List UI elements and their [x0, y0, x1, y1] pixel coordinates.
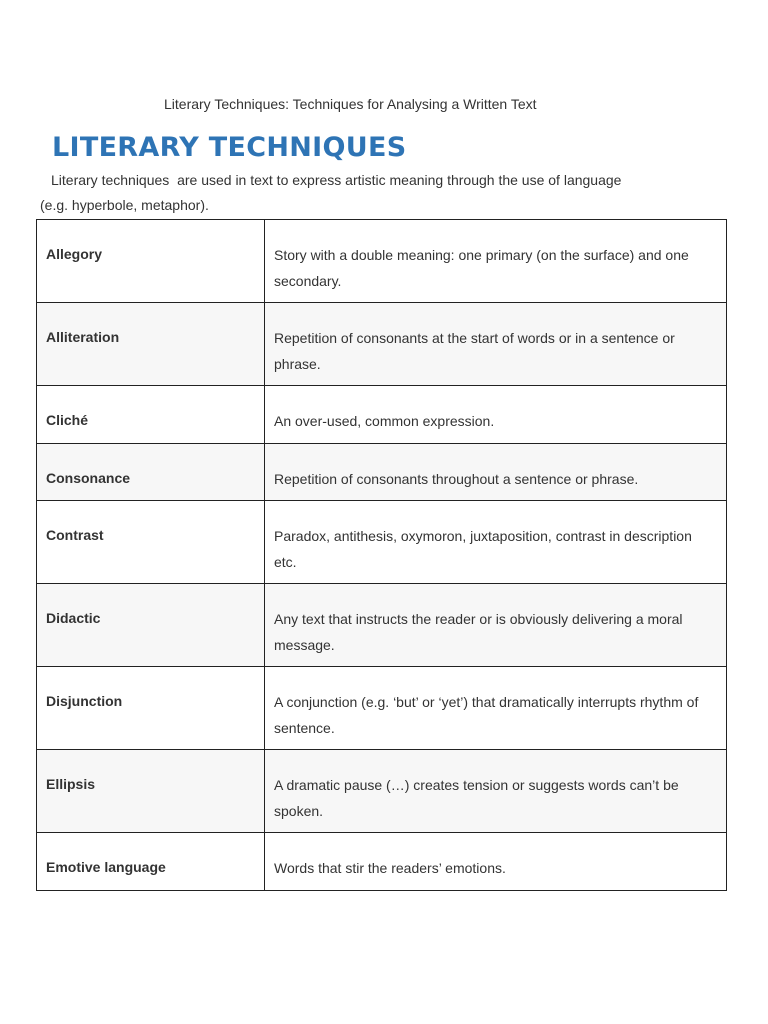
definition-cell: Repetition of consonants at the start of words or in a sentence or phrase.	[265, 303, 727, 386]
definition-cell: A dramatic pause (…) creates tension or suggests words can’t be spoken.	[265, 750, 727, 833]
term-cell: Disjunction	[37, 667, 265, 750]
term-cell: Cliché	[37, 386, 265, 444]
term-cell: Ellipsis	[37, 750, 265, 833]
definition-cell: A conjunction (e.g. ‘but’ or ‘yet’) that dramatically interrupts rhythm of sentence.	[265, 667, 727, 750]
table-row	[37, 750, 727, 833]
table-row	[37, 833, 727, 891]
term-cell: Consonance	[37, 443, 265, 501]
term-cell: Alliteration	[37, 303, 265, 386]
table-row	[37, 386, 727, 444]
table-row	[37, 303, 727, 386]
techniques-table	[36, 219, 727, 891]
term-cell: Emotive language	[37, 833, 265, 891]
definition-cell: An over-used, common expression.	[265, 386, 727, 444]
table-row	[37, 443, 727, 501]
definition-cell: Repetition of consonants throughout a sentence or phrase.	[265, 443, 727, 501]
table-row	[37, 584, 727, 667]
table-row	[37, 667, 727, 750]
page-header: Literary Techniques: Techniques for Analysing a Written Text	[164, 96, 537, 112]
intro-line-2: (e.g. hyperbole, metaphor).	[40, 197, 209, 213]
table-row	[37, 220, 727, 303]
page-title: LITERARY TECHNIQUES	[52, 132, 407, 163]
definition-cell: Story with a double meaning: one primary (on the surface) and one secondary.	[265, 220, 727, 303]
intro-paragraph	[40, 168, 720, 218]
term-cell: Allegory	[37, 220, 265, 303]
term-cell: Didactic	[37, 584, 265, 667]
term-cell: Contrast	[37, 501, 265, 584]
definition-cell: Words that stir the readers’ emotions.	[265, 833, 727, 891]
definition-cell: Paradox, antithesis, oxymoron, juxtaposition, contrast in description etc.	[265, 501, 727, 584]
table-row	[37, 501, 727, 584]
definition-cell: Any text that instructs the reader or is obviously delivering a moral message.	[265, 584, 727, 667]
intro-line-1: Literary techniques are used in text to express artistic meaning through the use of language	[51, 172, 622, 188]
